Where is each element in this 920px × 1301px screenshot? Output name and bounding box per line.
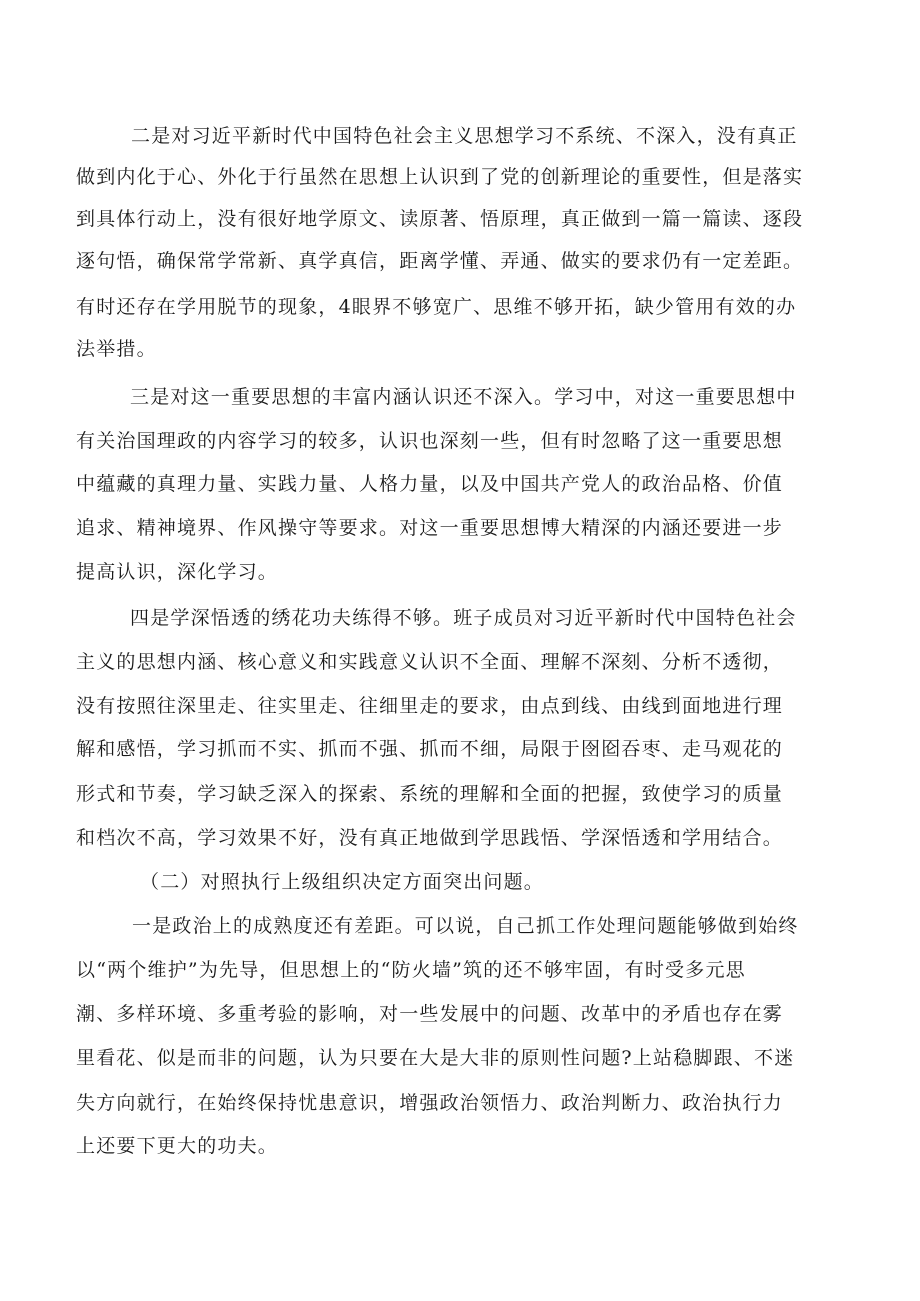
paragraph-4-line-4: 里看花、似是而非的问题，认为只要在大是大非的原则性问题?上站稳脚跟、不迷 <box>76 1047 795 1069</box>
paragraph-1-line-1: 二是对习近平新时代中国特色社会主义思想学习不系统、不深入，没有真正 <box>131 125 798 147</box>
paragraph-1-line-4: 逐句悟，确保常学常新、真学真信，距离学懂、弄通、做实的要求仍有一定差距。 <box>76 250 804 272</box>
paragraph-2-line-4: 追求、精神境界、作风操守等要求。对这一重要思想博大精深的内涵还要进一步 <box>76 517 784 539</box>
paragraph-3-line-4: 解和感悟，学习抓而不实、抓而不强、抓而不细，局限于囹囵吞枣、走马观花的 <box>76 738 784 760</box>
paragraph-1-line-5: 有时还存在学用脱节的现象，4眼界不够宽广、思维不够开拓，缺少管用有效的办 <box>76 296 797 318</box>
paragraph-2-line-3: 中蕴藏的真理力量、实践力量、人格力量，以及中国共产党人的政治品格、价值 <box>76 473 784 495</box>
paragraph-4-line-6: 上还要下更大的功夫。 <box>76 1135 279 1157</box>
paragraph-1-line-2: 做到内化于心、外化于行虽然在思想上认识到了党的创新理论的重要性，但是落实 <box>76 166 804 188</box>
paragraph-3-line-3: 没有按照往深里走、往实里走、往细里走的要求，由点到线、由线到面地进行理 <box>76 695 784 717</box>
section-heading: （二）对照执行上级组织决定方面突出问题。 <box>140 871 545 893</box>
paragraph-1-line-3: 到具体行动上，没有很好地学原文、读原著、悟原理，真正做到一篇一篇读、逐段 <box>76 208 804 230</box>
paragraph-2-line-1: 三是对这一重要思想的丰富内涵认识还不深入。学习中，对这一重要思想中 <box>130 386 797 408</box>
paragraph-2-line-2: 有关治国理政的内容学习的较多，认识也深刻一些，但有时忽略了这一重要思想 <box>76 430 784 452</box>
paragraph-4-line-1: 一是政治上的成熟度还有差距。可以说，自己抓工作处理问题能够做到始终 <box>132 915 799 937</box>
paragraph-3-line-2: 主义的思想内涵、核心意义和实践意义认识不全面、理解不深刻、分析不透彻， <box>76 651 784 673</box>
paragraph-3-line-5: 形式和节奏，学习缺乏深入的探索、系统的理解和全面的把握，致使学习的质量 <box>76 783 784 805</box>
paragraph-4-line-3: 潮、多样环境、多重考验的影响，对一些发展中的问题、改革中的矛盾也存在雾 <box>76 1003 784 1025</box>
paragraph-2-line-5: 提高认识，深化学习。 <box>76 561 279 583</box>
paragraph-4-line-5: 失方向就行，在始终保持忧患意识，增强政治领悟力、政治判断力、政治执行力 <box>76 1092 784 1114</box>
paragraph-3-line-1: 四是学深悟透的绣花功夫练得不够。班子成员对习近平新时代中国特色社会 <box>130 607 797 629</box>
paragraph-1-line-6: 法举措。 <box>76 338 157 360</box>
paragraph-4-line-2: 以“两个维护”为先导，但思想上的“防火墙”筑的还不够牢固，有时受多元思 <box>76 959 746 981</box>
paragraph-3-line-6: 和档次不高，学习效果不好，没有真正地做到学思践悟、学深悟透和学用结合。 <box>76 827 784 849</box>
